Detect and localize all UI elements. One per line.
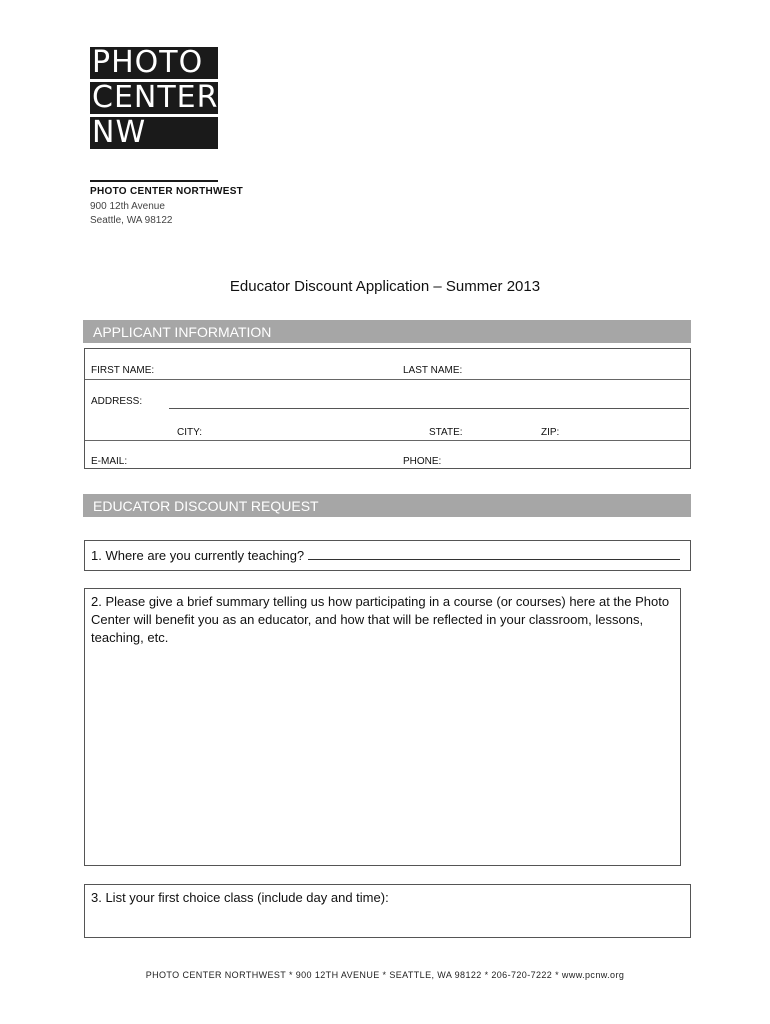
last-name-label: LAST NAME: [403,365,463,376]
question-3-box[interactable] [84,884,691,938]
applicant-info-form [84,348,691,469]
question-2-text: 2. Please give a brief summary telling us how participating in a course (or courses) here at the Photo Center will benefit you as an educator, and how that will be reflected in your classroom, lessons, teaching, etc. [91,594,670,645]
footer: PHOTO CENTER NORTHWEST * 900 12TH AVENUE * SEATTLE, WA 98122 * 206-720-7222 * www.pcnw.org [145,970,625,980]
phone-label: PHONE: [403,456,442,467]
row-divider [85,440,690,441]
question-3-text: 3. List your first choice class (include day and time): [91,890,389,905]
zip-label: ZIP: [541,427,560,438]
address-field[interactable] [169,408,689,409]
org-address-line2: Seattle, WA 98122 [90,215,173,226]
document-title: Educator Discount Application – Summer 2013 [229,278,541,295]
org-name: PHOTO CENTER NORTHWEST [90,186,244,197]
email-label: E-MAIL: [91,456,128,467]
first-name-label: FIRST NAME: [91,365,155,376]
question-1-answer-line[interactable] [308,547,680,560]
question-1-box[interactable] [84,540,691,571]
logo [90,47,216,152]
address-label: ADDRESS: [91,396,143,407]
applicant-section-header: APPLICANT INFORMATION [83,320,691,343]
logo-line-center: CENTER [92,82,218,114]
logo-line-photo: PHOTO [90,47,218,79]
logo-line-nw: NW [90,117,218,149]
request-section-header: EDUCATOR DISCOUNT REQUEST [83,494,691,517]
question-1-text: 1. Where are you currently teaching? [91,548,305,563]
org-address-line1: 900 12th Avenue [90,201,165,212]
state-label: STATE: [429,427,463,438]
row-divider [85,379,690,380]
city-label: CITY: [177,427,203,438]
question-2-box[interactable] [84,588,681,866]
logo-divider [90,180,218,182]
